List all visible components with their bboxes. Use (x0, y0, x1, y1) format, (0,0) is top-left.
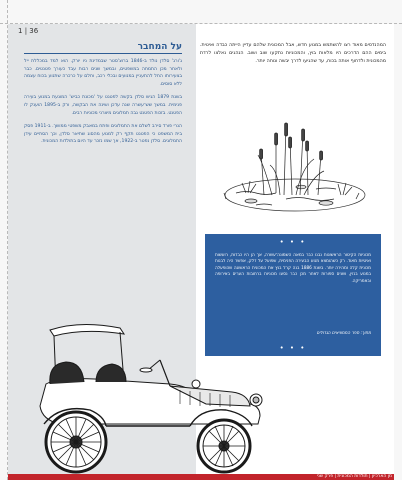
footer-text: מן הארכיון | תולדות המכונית | פרק שני (317, 474, 392, 479)
intro-paragraph: המהנדסים מאוד רצו להשתמש במנוע חדש, אבל המכונית שלהם עדיין הייתה כבדה ואיטית. בימים ההם הדרכים היו מלאות בוץ, והמכוניות נתקעו שוב ושוב. הנהגים נאלצו לרדת מהמכונית ולדחוף אותה בכוח, עד שהגיעו לדרך יבשה ונוחה יותר. (200, 43, 386, 64)
sidebar-body (24, 58, 182, 152)
title-divider (24, 53, 182, 54)
antique-car-illustration (20, 320, 282, 476)
info-box-source: מתוך: ספר הממציאים הגדולים (316, 330, 371, 335)
page-number: 36 | 1 (18, 27, 39, 35)
decorative-dots-top: • • • (279, 238, 307, 246)
sidebar-paragraph: בשנת 1879 הגיש סלדן בקשה לפטנט על 'מכונת כביש' המונעת במנוע בעירה פנימית. במשך שש־עשרה שנה עדכן ושינה את הבקשה, ורק ב-1895 הוענק לו הפטנט. בזכות הפטנט גבה תמלוגים מיצרני מכוניות רבים. (24, 95, 182, 116)
sidebar-paragraph: הנרי פורד סירב לשלם את התמלוגים ופתח במאבק משפטי ממושך. ב-1911 פסק בית המשפט כי הפטנט תקף רק למנוע מהסוג שתיאר סלדן, וכך הסתיים עידן התמלוגים. סלדן נפטר ב-1922, אך שמו נזכר עד היום בתולדות המכונית. (24, 124, 182, 145)
sidebar-paragraph: ג'ורג' סלדן נולד ב-1846 ברוצ'סטר שבמדינת ניו יורק. הוא למד במכללת ייל ולאחר מכן התמחה במשפטים, ובמשך שנים רבות עבד כעורך פטנטים. כבר בצעירותו החל להתעניין במנועים ובכלי רכב, וחלם על כרכרה שתנוע בכוח עצמה ללא סוסים. (24, 59, 182, 87)
sidebar-title: על המחבר (137, 42, 182, 52)
decorative-dots-bottom: • • • (279, 344, 307, 352)
intro-text (200, 42, 386, 66)
info-box-text: מכוניות הקיטור הראשונות נבנו כבר במאה השמונה־עשרה, אך הן היו כבדות, רועשות ואיטיות מאוד. רק כשהומצא מנוע הבעירה הפנימית, שפועל על דלק, אפשר היה לבנות מכונית קלה ומהירה יותר. בשנת 1886 בנה קרל בנץ את המכונית הראשונה שהופעלה במנוע בנזין, ושנים ספורות לאחר מכן כבר נסעו מכוניות ברחובות הערים באירופה ובאמריקה. (215, 252, 371, 283)
swamp-illustration (206, 115, 384, 225)
